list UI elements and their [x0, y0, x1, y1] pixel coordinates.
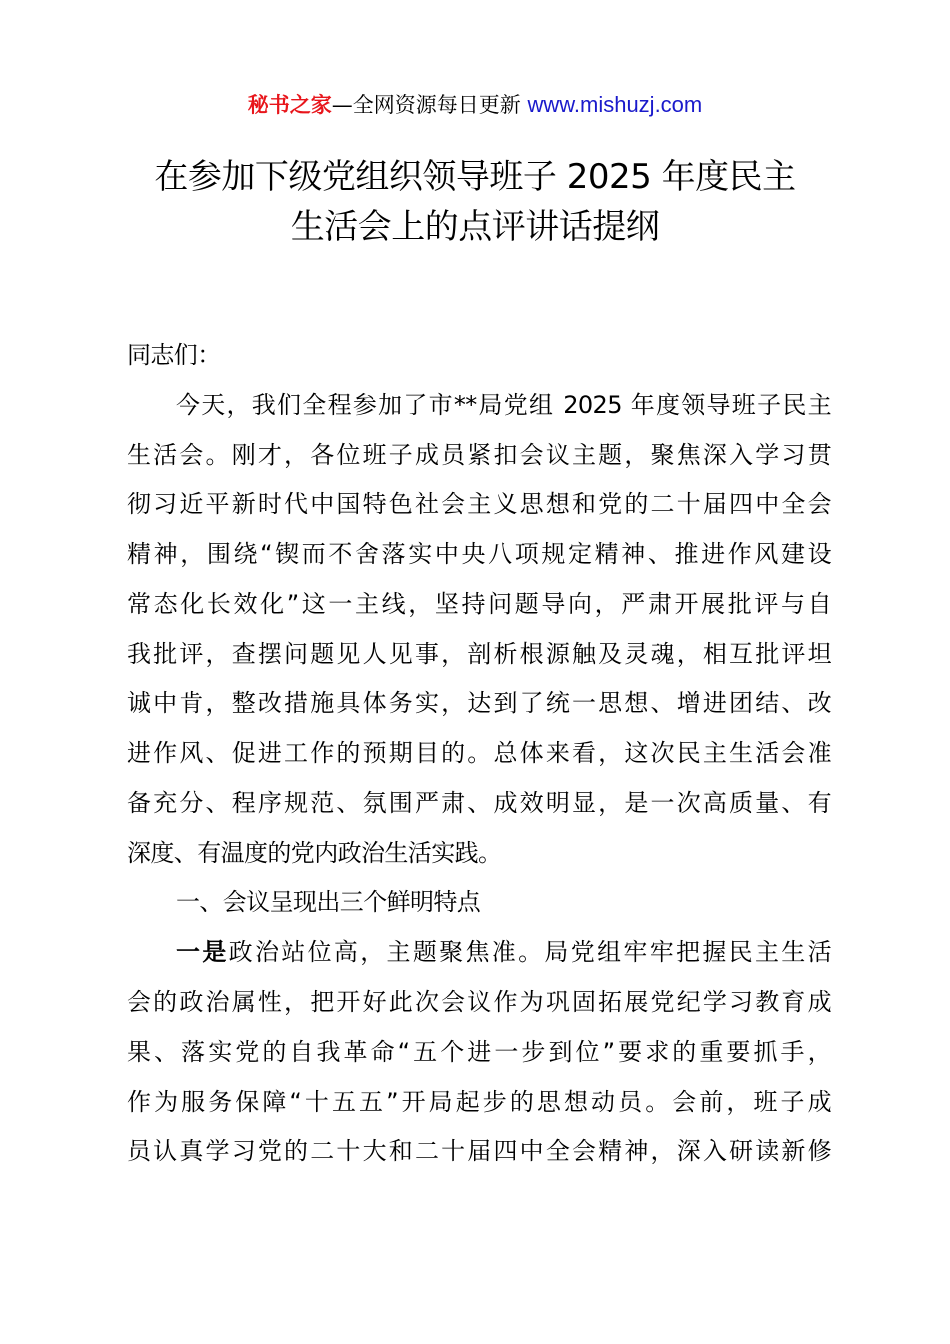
paragraph-line: 员认真学习党的二十大和二十届四中全会精神，深入研读新修: [127, 1137, 831, 1165]
header-tagline: —全网资源每日更新: [331, 93, 521, 117]
paragraph-line: 会的政治属性，把开好此次会议作为巩固拓展党纪学习教育成: [127, 988, 831, 1016]
title-line-1: 在参加下级党组织领导班子 2025 年度民主: [154, 157, 796, 197]
paragraph-line: 诚中肯，整改措施具体务实，达到了统一思想、增进团结、改: [127, 689, 831, 717]
salutation: 同志们：: [127, 341, 221, 369]
paragraph-line: 今天，我们全程参加了市**局党组 2025 年度领导班子民主: [176, 391, 831, 419]
paragraph-line-with-lead: [176, 935, 831, 969]
paragraph-line: 作为服务保障“十五五”开局起步的思想动员。会前，班子成: [127, 1088, 831, 1116]
brand-name: 秘书之家: [247, 93, 332, 117]
site-link[interactable]: www.mishuzj.com: [527, 92, 703, 117]
watermark-header: [0, 88, 950, 122]
paragraph-line: 精神，围绕“锲而不舍落实中央八项规定精神、推进作风建设: [127, 540, 831, 568]
paragraph-line: 我批评，查摆问题见人见事，剖析根源触及灵魂，相互批评坦: [127, 640, 831, 668]
paragraph-line: 进作风、促进工作的预期目的。总体来看，这次民主生活会准: [127, 739, 831, 767]
document-title: [0, 152, 950, 252]
paragraph-line: 果、落实党的自我革命“五个进一步到位”要求的重要抓手，: [127, 1038, 831, 1066]
paragraph-line: 生活会。刚才，各位班子成员紧扣会议主题，聚焦深入学习贯: [127, 441, 831, 469]
paragraph-line: 彻习近平新时代中国特色社会主义思想和党的二十届四中全会: [127, 490, 831, 518]
paragraph-line: 常态化长效化”这一主线，坚持问题导向，严肃开展批评与自: [127, 590, 831, 618]
paragraph-line: 深度、有温度的党内政治生活实践。: [127, 839, 502, 867]
paragraph-text: 政治站位高，主题聚焦准。局党组牢牢把握民主生活: [228, 938, 831, 966]
title-line-2: 生活会上的点评讲话提纲: [290, 207, 660, 247]
paragraph-lead: 一是: [176, 938, 229, 966]
paragraph-line: 备充分、程序规范、氛围严肃、成效明显，是一次高质量、有: [127, 789, 831, 817]
section-heading: 一、会议呈现出三个鲜明特点: [176, 888, 481, 916]
